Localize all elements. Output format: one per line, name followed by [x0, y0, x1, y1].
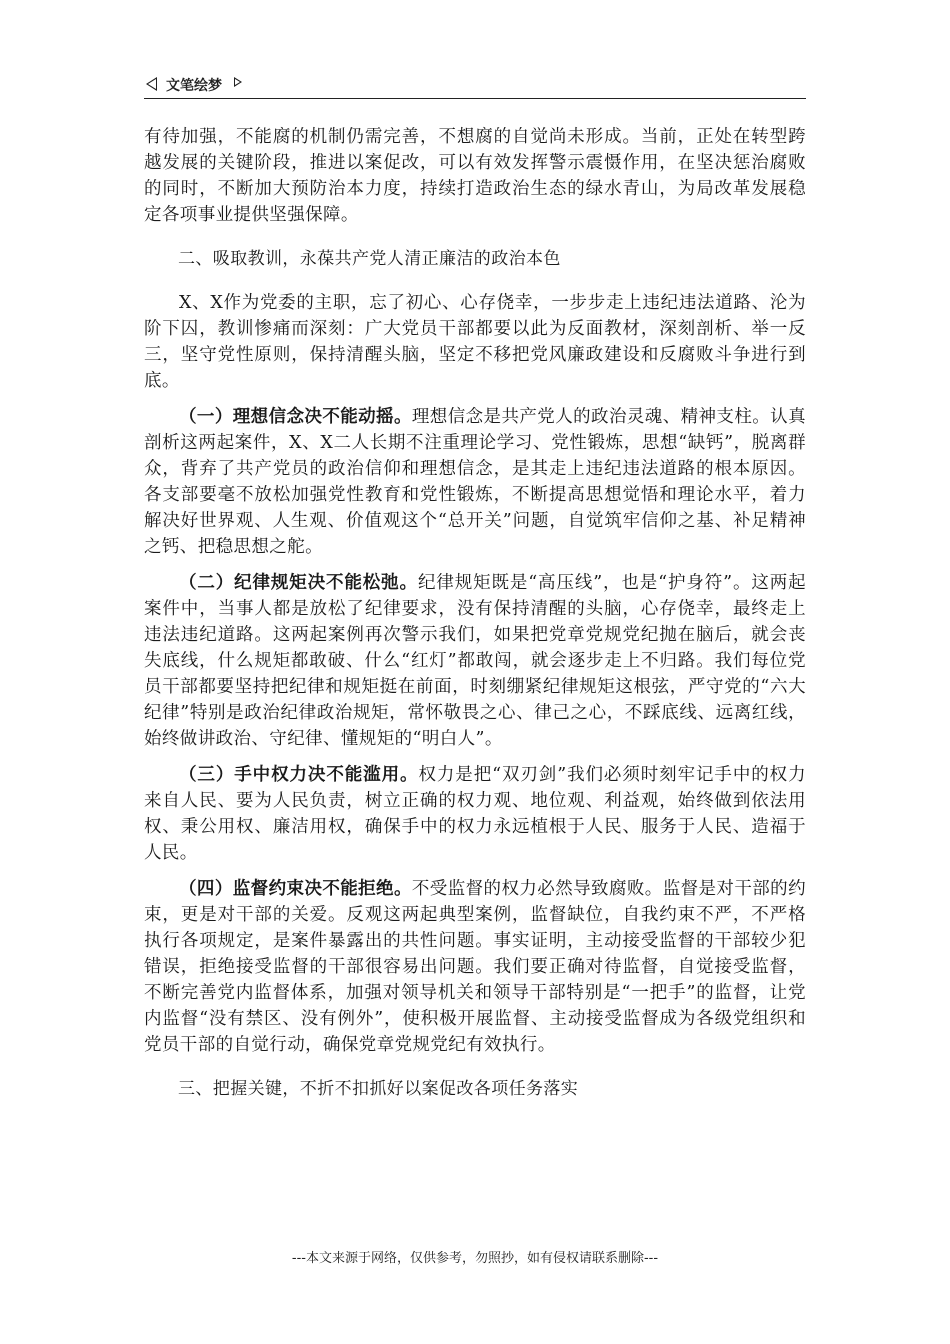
subsection-title: （四）监督约束决不能拒绝。 — [179, 879, 412, 899]
subsection-paragraph-2: （二）纪律规矩决不能松弛。纪律规矩既是“高压线”，也是“护身符”。这两起案件中，当事人都是放松了纪律要求，没有保持清醒的头脑，心存侥幸，最终走上违法违纪道路。这两起案例再次警示我们，如果把党章党规党纪抛在脑后，就会丧失底线，什么规矩都敢破、什么“红灯”都敢闯，就会逐步走上不归路。我们每位党员干部都要坚持把纪律和规矩挺在前面，时刻绷紧纪律规矩这根弦，严守党的“六大纪律”特别是政治纪律政治规矩，常怀敬畏之心、律己之心，不踩底线、远离红线，始终做讲政治、守纪律、懂规矩的“明白人”。 — [144, 573, 806, 749]
page-header — [144, 72, 806, 99]
header-logo-text: 文笔绘梦 — [166, 78, 222, 94]
section-heading-2: 二、吸取教训，永葆共产党人清正廉洁的政治本色 — [178, 249, 561, 269]
paragraph-continued: 有待加强，不能腐的机制仍需完善，不想腐的自觉尚未形成。当前，正处在转型跨越发展的关键阶段，推进以案促改，可以有效发挥警示震慑作用，在坚决惩治腐败的同时，不断加大预防治本力度，持续打造政治生态的绿水青山，为局改革发展稳定各项事业提供坚强保障。 — [144, 127, 806, 225]
triangle-left-icon — [146, 77, 157, 91]
subsection-title: （三）手中权力决不能滥用。 — [179, 765, 419, 785]
subsection-paragraph-4: （四）监督约束决不能拒绝。不受监督的权力必然导致腐败。监督是对干部的约束，更是对干部的关爱。反观这两起典型案例，监督缺位，自我约束不严，不严格执行各项规定，是案件暴露出的共性问题。事实证明，主动接受监督的干部较少犯错误，拒绝接受监督的干部很容易出问题。我们要正确对待监督，自觉接受监督，不断完善党内监督体系，加强对领导机关和领导干部特别是“一把手”的监督，让党内监督“没有禁区、没有例外”，使积极开展监督、主动接受监督成为各级党组织和党员干部的自觉行动，确保党章党规党纪有效执行。 — [144, 879, 806, 1055]
paragraph: X、X作为党委的主职，忘了初心、心存侥幸，一步步走上违纪违法道路、沦为阶下囚，教训惨痛而深刻：广大党员干部都要以此为反面教材，深刻剖析、举一反三，坚守党性原则，保持清醒头脑，坚定不移把党风廉政建设和反腐败斗争进行到底。 — [144, 293, 806, 391]
subsection-title: （一）理想信念决不能动摇。 — [179, 407, 412, 427]
document-body — [144, 124, 806, 1102]
subsection-paragraph-1: （一）理想信念决不能动摇。理想信念是共产党人的政治灵魂、精神支柱。认真剖析这两起案件，X、X二人长期不注重理论学习、党性锻炼，思想“缺钙”，脱离群众，背弃了共产党员的政治信仰和理想信念，是其走上违纪违法道路的根本原因。各支部要毫不放松加强党性教育和党性锻炼，不断提高思想觉悟和理论水平，着力解决好世界观、人生观、价值观这个“总开关”问题，自觉筑牢信仰之基、补足精神之钙、把稳思想之舵。 — [144, 407, 806, 557]
subsection-title: （二）纪律规矩决不能松弛。 — [179, 573, 418, 593]
section-heading-3: 三、把握关键，不折不扣抓好以案促改各项任务落实 — [178, 1079, 579, 1099]
page-footer: ---本文来源于网络，仅供参考，勿照抄，如有侵权请联系删除--- — [291, 1251, 659, 1266]
subsection-paragraph-3: （三）手中权力决不能滥用。权力是把“双刃剑”我们必须时刻牢记手中的权力来自人民、要为人民负责，树立正确的权力观、地位观、利益观，始终做到依法用权、秉公用权、廉洁用权，确保手中的权力永远植根于人民、服务于人民、造福于人民。 — [144, 765, 806, 863]
triangle-right-icon — [234, 77, 242, 87]
